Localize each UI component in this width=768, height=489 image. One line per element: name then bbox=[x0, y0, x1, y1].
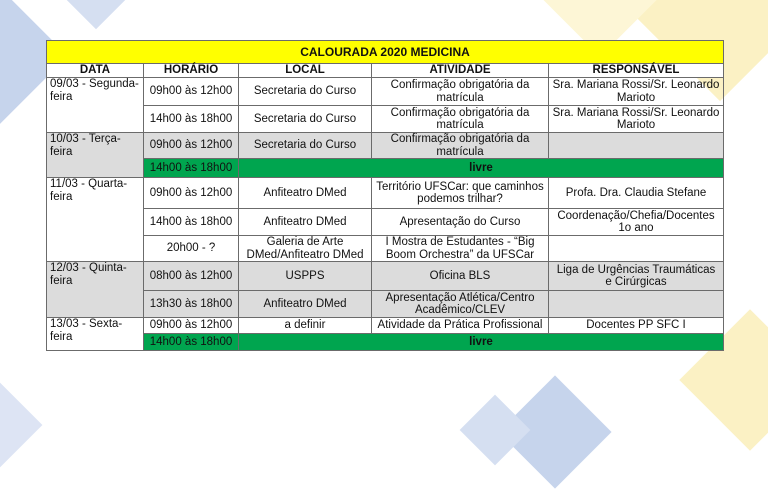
responsible-cell: Liga de Urgências Traumáticas e Cirúrgicas bbox=[549, 262, 724, 291]
responsible-cell bbox=[549, 133, 724, 159]
place-cell: Secretaria do Curso bbox=[239, 133, 372, 159]
place-cell: Galeria de Arte DMed/Anfiteatro DMed bbox=[239, 236, 372, 262]
date-cell: 09/03 - Segunda-feira bbox=[47, 78, 144, 133]
table-title: CALOURADA 2020 MEDICINA bbox=[47, 41, 724, 64]
place-cell: Anfiteatro DMed bbox=[239, 291, 372, 318]
table-row bbox=[47, 236, 724, 262]
table-row bbox=[47, 178, 724, 209]
responsible-cell: Docentes PP SFC I bbox=[549, 318, 724, 334]
time-cell: 09h00 às 12h00 bbox=[144, 318, 239, 334]
date-cell: 13/03 - Sexta-feira bbox=[47, 318, 144, 351]
place-cell: a definir bbox=[239, 318, 372, 334]
activity-cell: Território UFSCar: que caminhos podemos trilhar? bbox=[372, 178, 549, 209]
date-cell: 12/03 - Quinta-feira bbox=[47, 262, 144, 318]
time-cell: 14h00 às 18h00 bbox=[144, 106, 239, 133]
decor-diamond bbox=[51, 0, 142, 29]
table-row bbox=[47, 334, 724, 351]
time-cell: 09h00 às 12h00 bbox=[144, 78, 239, 106]
responsible-cell: Sra. Mariana Rossi/Sr. Leonardo Marioto bbox=[549, 78, 724, 106]
free-period-cell: livre bbox=[239, 159, 724, 178]
table-row bbox=[47, 106, 724, 133]
time-cell: 13h30 às 18h00 bbox=[144, 291, 239, 318]
table-row bbox=[47, 318, 724, 334]
table-row bbox=[47, 159, 724, 178]
header-time: HORÁRIO bbox=[144, 64, 239, 78]
free-period-cell: livre bbox=[239, 334, 724, 351]
date-cell: 11/03 - Quarta-feira bbox=[47, 178, 144, 262]
decor-diamond bbox=[460, 395, 531, 466]
table-row bbox=[47, 262, 724, 291]
place-cell: Secretaria do Curso bbox=[239, 78, 372, 106]
place-cell: Secretaria do Curso bbox=[239, 106, 372, 133]
activity-cell: Oficina BLS bbox=[372, 262, 549, 291]
activity-cell: Apresentação do Curso bbox=[372, 209, 549, 236]
schedule-table bbox=[46, 40, 724, 351]
responsible-cell: Coordenação/Chefia/Docentes 1o ano bbox=[549, 209, 724, 236]
time-cell: 14h00 às 18h00 bbox=[144, 334, 239, 351]
table-row bbox=[47, 78, 724, 106]
place-cell: Anfiteatro DMed bbox=[239, 178, 372, 209]
time-cell: 14h00 às 18h00 bbox=[144, 159, 239, 178]
time-cell: 09h00 às 12h00 bbox=[144, 178, 239, 209]
activity-cell: I Mostra de Estudantes - “Big Boom Orchestra” da UFSCar bbox=[372, 236, 549, 262]
time-cell: 09h00 às 12h00 bbox=[144, 133, 239, 159]
responsible-cell: Profa. Dra. Claudia Stefane bbox=[549, 178, 724, 209]
activity-cell: Confirmação obrigatória da matrícula bbox=[372, 133, 549, 159]
place-cell: USPPS bbox=[239, 262, 372, 291]
table-row bbox=[47, 209, 724, 236]
time-cell: 20h00 - ? bbox=[144, 236, 239, 262]
table-row bbox=[47, 133, 724, 159]
time-cell: 08h00 às 12h00 bbox=[144, 262, 239, 291]
responsible-cell bbox=[549, 236, 724, 262]
responsible-cell: Sra. Mariana Rossi/Sr. Leonardo Marioto bbox=[549, 106, 724, 133]
date-cell: 10/03 - Terça-feira bbox=[47, 133, 144, 178]
activity-cell: Confirmação obrigatória da matrícula bbox=[372, 78, 549, 106]
header-date: DATA bbox=[47, 64, 144, 78]
decor-diamond bbox=[0, 383, 42, 468]
table-row bbox=[47, 291, 724, 318]
time-cell: 14h00 às 18h00 bbox=[144, 209, 239, 236]
activity-cell: Atividade da Prática Profissional bbox=[372, 318, 549, 334]
header-responsible: RESPONSÁVEL bbox=[549, 64, 724, 78]
place-cell: Anfiteatro DMed bbox=[239, 209, 372, 236]
activity-cell: Confirmação obrigatória da matrícula bbox=[372, 106, 549, 133]
activity-cell: Apresentação Atlética/Centro Acadêmico/CLEV bbox=[372, 291, 549, 318]
header-place: LOCAL bbox=[239, 64, 372, 78]
header-activity: ATIVIDADE bbox=[372, 64, 549, 78]
responsible-cell bbox=[549, 291, 724, 318]
